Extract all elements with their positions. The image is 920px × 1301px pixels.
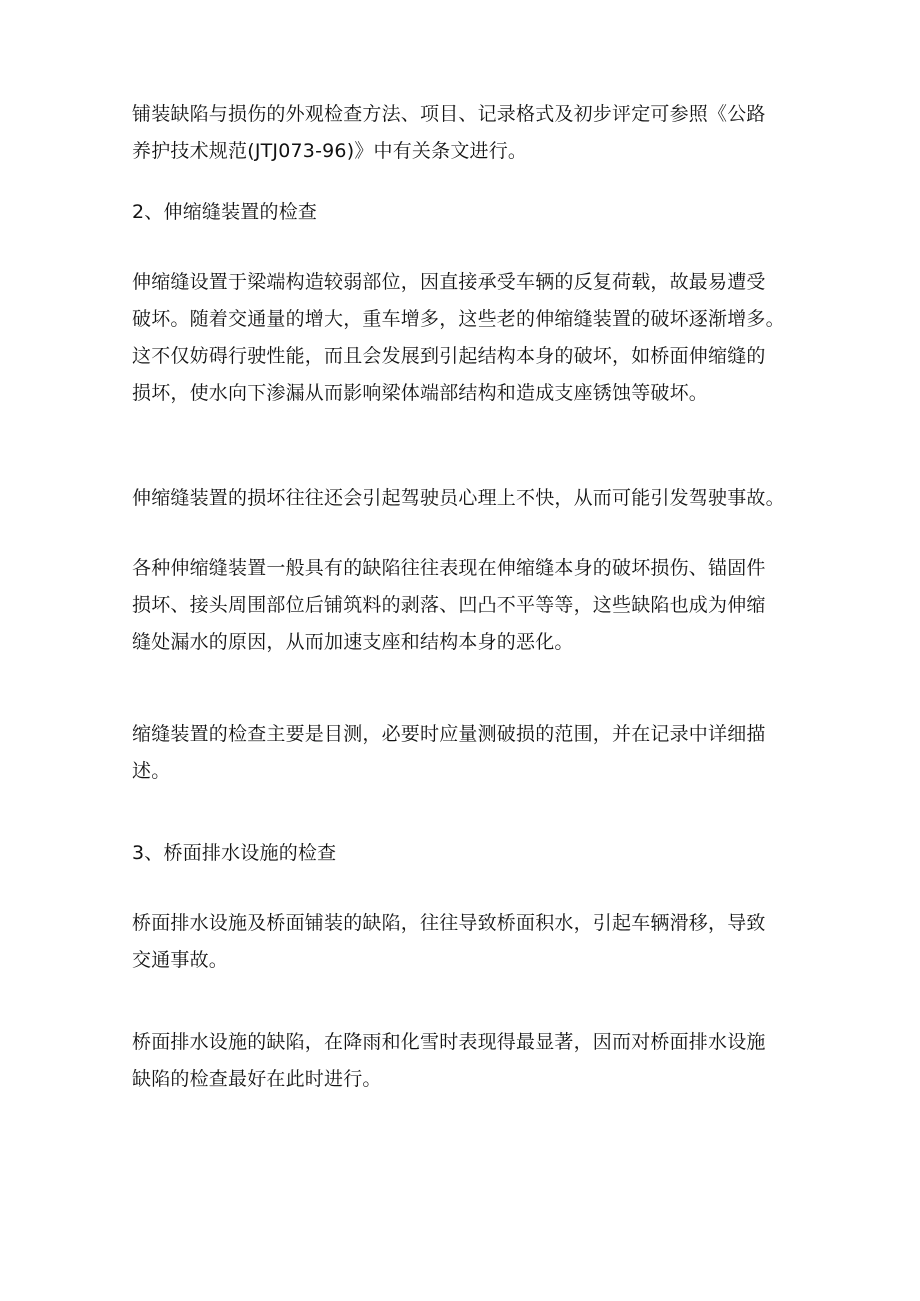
- paragraph-drainage-defects: [132, 905, 800, 979]
- section-heading-drainage: [132, 835, 800, 872]
- text-line: 各种伸缩缝装置一般具有的缺陷往往表现在伸缩缝本身的破坏损伤、锚固件: [132, 557, 766, 579]
- text-line: 桥面排水设施及桥面铺装的缺陷，往往导致桥面积水，引起车辆滑移，导致: [132, 912, 766, 934]
- paragraph-joint-defects: [132, 550, 800, 661]
- text-line: 伸缩缝装置的损坏往往还会引起驾驶员心理上不快，从而可能引发驾驶事故。: [132, 487, 785, 509]
- paragraph-driver-discomfort: [132, 480, 800, 517]
- text-line: 损坏，使水向下渗漏从而影响梁体端部结构和造成支座锈蚀等破坏。: [132, 382, 709, 404]
- paragraph-joint-inspection-method: [132, 716, 800, 790]
- section-heading-expansion-joint: [132, 194, 800, 231]
- heading-text: 3、桥面排水设施的检查: [132, 842, 337, 864]
- text-line: 交通事故。: [132, 949, 229, 971]
- paragraph-pavement-inspection: [132, 96, 800, 170]
- paragraph-expansion-joint-damage: [132, 264, 800, 412]
- text-line: 缝处漏水的原因，从而加速支座和结构本身的恶化。: [132, 631, 574, 653]
- text-line: 缺陷的检查最好在此时进行。: [132, 1068, 382, 1090]
- text-line: 述。: [132, 760, 171, 782]
- text-line: 破坏。随着交通量的增大，重车增多，这些老的伸缩缝装置的破坏逐渐增多。: [132, 308, 785, 330]
- text-line: 缩缝装置的检查主要是目测，必要时应量测破损的范围，并在记录中详细描: [132, 723, 766, 745]
- text-line: 铺装缺陷与损伤的外观检查方法、项目、记录格式及初步评定可参照《公路: [132, 103, 766, 125]
- paragraph-drainage-inspection-timing: [132, 1024, 800, 1098]
- text-line: 伸缩缝设置于梁端构造较弱部位，因直接承受车辆的反复荷载，故最易遭受: [132, 271, 766, 293]
- text-line: 养护技术规范(JTJ073-96)》中有关条文进行。: [132, 140, 528, 162]
- text-line: 损坏、接头周围部位后铺筑料的剥落、凹凸不平等等，这些缺陷也成为伸缩: [132, 594, 766, 616]
- heading-text: 2、伸缩缝装置的检查: [132, 201, 318, 223]
- text-line: 桥面排水设施的缺陷，在降雨和化雪时表现得最显著，因而对桥面排水设施: [132, 1031, 766, 1053]
- text-line: 这不仅妨碍行驶性能，而且会发展到引起结构本身的破坏，如桥面伸缩缝的: [132, 345, 766, 367]
